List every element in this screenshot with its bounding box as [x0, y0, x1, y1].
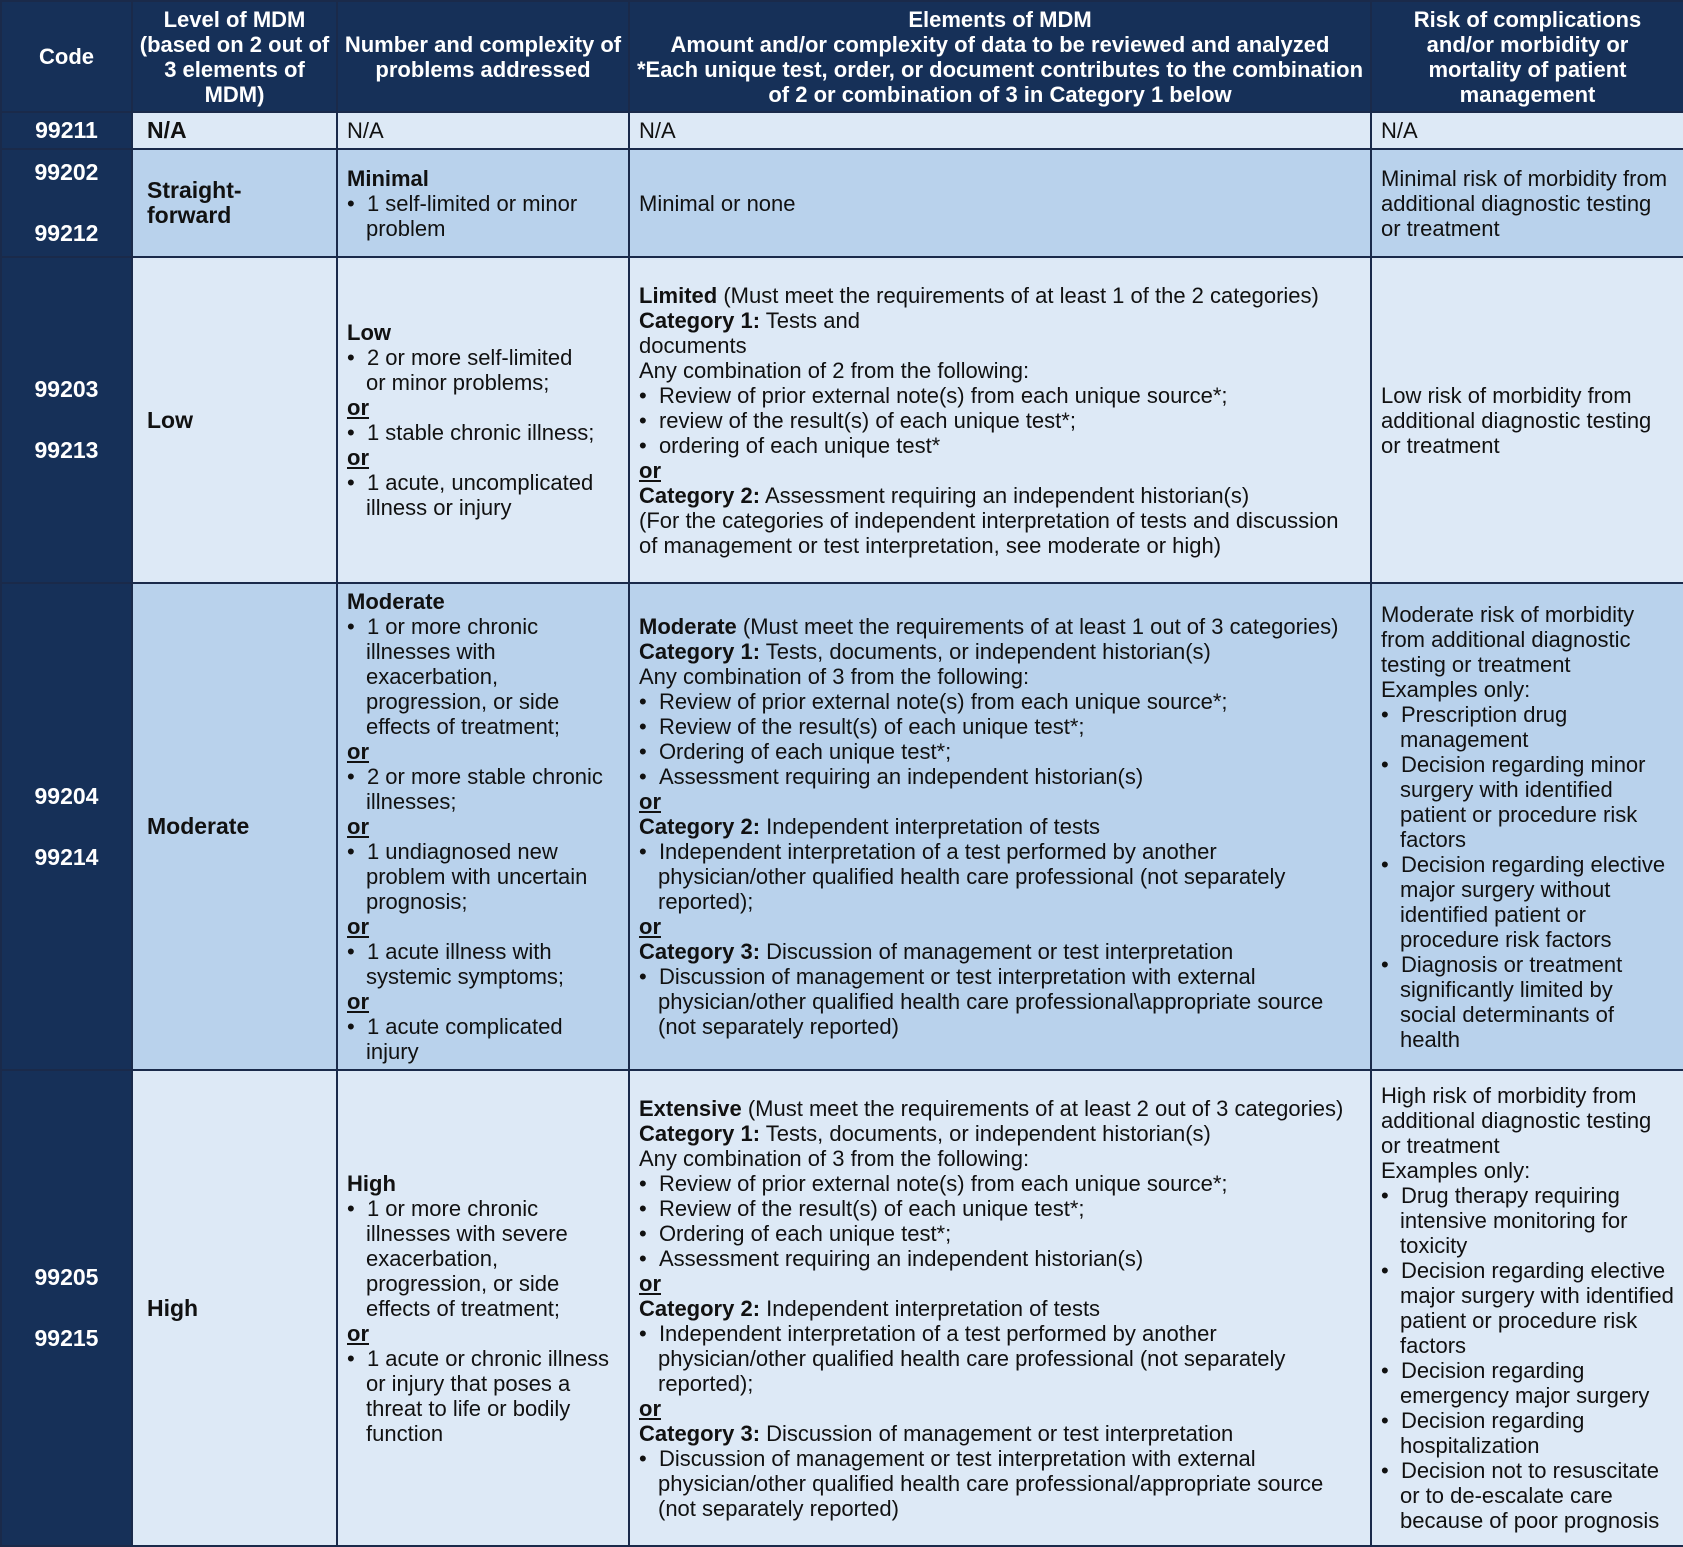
- category-2: [639, 1296, 1362, 1321]
- header-row: [1, 1, 1683, 112]
- combination-text: Any combination of 3 from the following:: [639, 1145, 1030, 1171]
- code-cell: [1, 149, 132, 257]
- list-item: • Decision regarding emergency major surgery: [1381, 1358, 1675, 1408]
- category-1: [639, 1121, 1362, 1146]
- list-item: • Review of prior external note(s) from each unique source*;: [639, 1171, 1362, 1196]
- category-text: Tests and documents: [639, 307, 860, 358]
- level-cell: N/A: [132, 112, 337, 149]
- list-item: • Ordering of each unique test*;: [639, 739, 1362, 764]
- data-heading: [639, 283, 1362, 308]
- list-item: • 1 acute or chronic illness or injury that poses a threat to life or bodily function: [347, 1346, 620, 1446]
- data-title: Limited: [639, 282, 718, 308]
- problems-cell: [337, 583, 629, 1070]
- code-value: 99211: [35, 117, 98, 143]
- header-data-title: Elements of MDM: [908, 6, 1092, 32]
- or-separator: or: [639, 1270, 661, 1296]
- list-item: • Assessment requiring an independent historian(s): [639, 764, 1362, 789]
- category-text: Independent interpretation of tests: [760, 814, 1101, 839]
- code-value: 99205: [34, 1264, 99, 1290]
- data-cell: [629, 257, 1371, 583]
- code-value: 99212: [34, 220, 99, 246]
- list-item: • Decision regarding elective major surgery with identified patient or procedure risk factors: [1381, 1258, 1675, 1358]
- category-text: Independent interpretation of tests: [760, 1295, 1101, 1321]
- category-text: Discussion of management or test interpretation: [760, 939, 1234, 964]
- header-code: Code: [1, 1, 132, 112]
- combination-text: Any combination of 3 from the following:: [639, 664, 1030, 689]
- or-separator: or: [347, 445, 369, 470]
- risk-examples-label: Examples only:: [1381, 1158, 1531, 1183]
- list-item: • Decision regarding elective major surgery without identified patient or procedure risk factors: [1381, 852, 1675, 952]
- data-heading: [639, 1096, 1362, 1121]
- category-2: [639, 814, 1362, 839]
- data-title-rest: (Must meet the requirements of at least 1 of the 2 categories): [717, 282, 1319, 308]
- problems-cell: [337, 1070, 629, 1546]
- problems-title: Low: [347, 320, 391, 345]
- header-problems: Number and complexity of problems addressed: [337, 1, 629, 112]
- data-heading: [639, 614, 1362, 639]
- category-label: Category 2:: [639, 482, 761, 508]
- list-item: • 1 acute illness with systemic symptoms;: [347, 939, 620, 989]
- level-cell: Straight-forward: [132, 149, 337, 257]
- or-separator: or: [347, 989, 369, 1014]
- data-title: Moderate: [639, 614, 737, 639]
- list-item: • Discussion of management or test interpretation with external physician/other qualified health care professional/appropriate source (not separately reported): [639, 1446, 1362, 1521]
- category-label: Category 3:: [639, 1420, 761, 1446]
- list-item: • Review of the result(s) of each unique test*;: [639, 1196, 1362, 1221]
- list-item: • Ordering of each unique test*;: [639, 1221, 1362, 1246]
- code-cell: [1, 583, 132, 1070]
- list-item: • 1 stable chronic illness;: [347, 420, 620, 445]
- table-row-99211: [1, 112, 1683, 149]
- list-item: • Decision regarding minor surgery with identified patient or procedure risk factors: [1381, 752, 1675, 852]
- code-cell: [1, 1070, 132, 1546]
- problems-title: Minimal: [347, 165, 429, 191]
- level-cell: High: [132, 1070, 337, 1546]
- data-cell: N/A: [629, 112, 1371, 149]
- or-separator: or: [639, 789, 661, 814]
- table-row-99205: [1, 1070, 1683, 1546]
- category-label: Category 1:: [639, 639, 761, 664]
- list-item: • 1 acute, uncomplicated illness or injury: [347, 470, 620, 520]
- combination-text: Any combination of 2 from the following:: [639, 357, 1030, 383]
- risk-cell: Minimal risk of morbidity from additional diagnostic testing or treatment: [1371, 149, 1683, 257]
- risk-examples-label: Examples only:: [1381, 676, 1531, 702]
- header-data-line3: *Each unique test, order, or document contributes to the combination of 2 or combination of 3 in Category 1 below: [636, 56, 1364, 107]
- risk-intro: High risk of morbidity from additional diagnostic testing or treatment: [1381, 1083, 1652, 1158]
- list-item: • Review of the result(s) of each unique test*;: [639, 714, 1362, 739]
- data-cell: [629, 1070, 1371, 1546]
- code-value: 99213: [34, 437, 99, 463]
- or-separator: or: [347, 1320, 369, 1346]
- category-label: Category 1:: [639, 307, 761, 333]
- header-data: [629, 1, 1371, 112]
- risk-cell: Low risk of morbidity from additional diagnostic testing or treatment: [1371, 257, 1683, 583]
- or-separator: or: [639, 914, 661, 939]
- list-item: • review of the result(s) of each unique test*;: [639, 408, 1362, 433]
- category-label: Category 2:: [639, 1295, 761, 1321]
- list-item: • Decision regarding hospitalization: [1381, 1408, 1675, 1458]
- code-value: 99202: [34, 159, 99, 185]
- header-level: Level of MDM (based on 2 out of 3 elements of MDM): [132, 1, 337, 112]
- risk-cell: [1371, 583, 1683, 1070]
- or-separator: or: [347, 395, 369, 420]
- list-item: • Assessment requiring an independent historian(s): [639, 1246, 1362, 1271]
- problems-cell: [337, 149, 629, 257]
- list-item: • Independent interpretation of a test performed by another physician/other qualified health care professional (not separately reported);: [639, 1321, 1362, 1396]
- risk-intro: Moderate risk of morbidity from additional diagnostic testing or treatment: [1381, 601, 1635, 677]
- data-title: Extensive: [639, 1095, 742, 1121]
- header-risk: Risk of complications and/or morbidity or mortality of patient management: [1371, 1, 1683, 112]
- list-item: • 2 or more stable chronic illnesses;: [347, 764, 620, 814]
- code-cell: [1, 257, 132, 583]
- table-row-99203: [1, 257, 1683, 583]
- code-value: 99203: [34, 376, 99, 402]
- data-title-rest: (Must meet the requirements of at least 2 out of 3 categories): [741, 1095, 1344, 1121]
- list-item: • ordering of each unique test*: [639, 433, 1362, 458]
- or-separator: or: [347, 914, 369, 939]
- risk-cell: [1371, 1070, 1683, 1546]
- list-item: • Review of prior external note(s) from each unique source*;: [639, 689, 1362, 714]
- list-item: • Independent interpretation of a test performed by another physician/other qualified health care professional (not separately reported);: [639, 839, 1362, 914]
- category-text: Assessment requiring an independent historian(s): [760, 482, 1250, 508]
- list-item: • 2 or more self-limited or minor problems;: [347, 345, 620, 395]
- code-value: 99214: [34, 843, 99, 870]
- category-label: Category 3:: [639, 939, 761, 964]
- code-cell: [1, 112, 132, 149]
- data-title-rest: (Must meet the requirements of at least 1 out of 3 categories): [736, 614, 1339, 639]
- category-2: [639, 483, 1362, 508]
- list-item: • Decision not to resuscitate or to de-escalate care because of poor prognosis: [1381, 1458, 1675, 1533]
- category-3: [639, 1421, 1362, 1446]
- list-item: • 1 self-limited or minor problem: [347, 191, 620, 241]
- category-text: Tests, documents, or independent historian(s): [760, 1120, 1211, 1146]
- category-label: Category 1:: [639, 1120, 761, 1146]
- or-separator: or: [347, 814, 369, 839]
- data-cell: [629, 583, 1371, 1070]
- problems-title: High: [347, 1170, 396, 1196]
- list-item: • Diagnosis or treatment significantly limited by social determinants of health: [1381, 952, 1675, 1052]
- list-item: • Review of prior external note(s) from each unique source*;: [639, 383, 1362, 408]
- category-note: (For the categories of independent interpretation of tests and discussion of management or test interpretation, see moderate or high): [639, 507, 1339, 558]
- table-row-99204: [1, 583, 1683, 1070]
- data-cell: Minimal or none: [629, 149, 1371, 257]
- table-row-99202: [1, 149, 1683, 257]
- category-1: [639, 308, 879, 358]
- category-text: Discussion of management or test interpretation: [760, 1420, 1234, 1446]
- list-item: • 1 undiagnosed new problem with uncertain prognosis;: [347, 839, 620, 914]
- code-value: 99204: [34, 782, 99, 809]
- level-cell: Moderate: [132, 583, 337, 1070]
- problems-cell: [337, 257, 629, 583]
- category-1: [639, 639, 1362, 664]
- problems-cell: N/A: [337, 112, 629, 149]
- or-separator: or: [639, 457, 661, 483]
- header-data-line2: Amount and/or complexity of data to be reviewed and analyzed: [670, 31, 1330, 57]
- problems-title: Moderate: [347, 589, 445, 614]
- list-item: • Drug therapy requiring intensive monitoring for toxicity: [1381, 1183, 1675, 1258]
- category-label: Category 2:: [639, 814, 761, 839]
- category-3: [639, 939, 1362, 964]
- code-value: 99215: [34, 1325, 99, 1351]
- or-separator: or: [639, 1395, 661, 1421]
- or-separator: or: [347, 739, 369, 764]
- level-cell: Low: [132, 257, 337, 583]
- list-item: • 1 or more chronic illnesses with exacerbation, progression, or side effects of treatment;: [347, 614, 620, 739]
- list-item: • 1 acute complicated injury: [347, 1014, 620, 1064]
- category-text: Tests, documents, or independent historian(s): [760, 639, 1211, 664]
- list-item: • Prescription drug management: [1381, 702, 1675, 752]
- risk-cell: N/A: [1371, 112, 1683, 149]
- list-item: • 1 or more chronic illnesses with severe exacerbation, progression, or side effects of treatment;: [347, 1196, 620, 1321]
- list-item: • Discussion of management or test interpretation with external physician/other qualified health care professional\appropriate source (not separately reported): [639, 964, 1362, 1039]
